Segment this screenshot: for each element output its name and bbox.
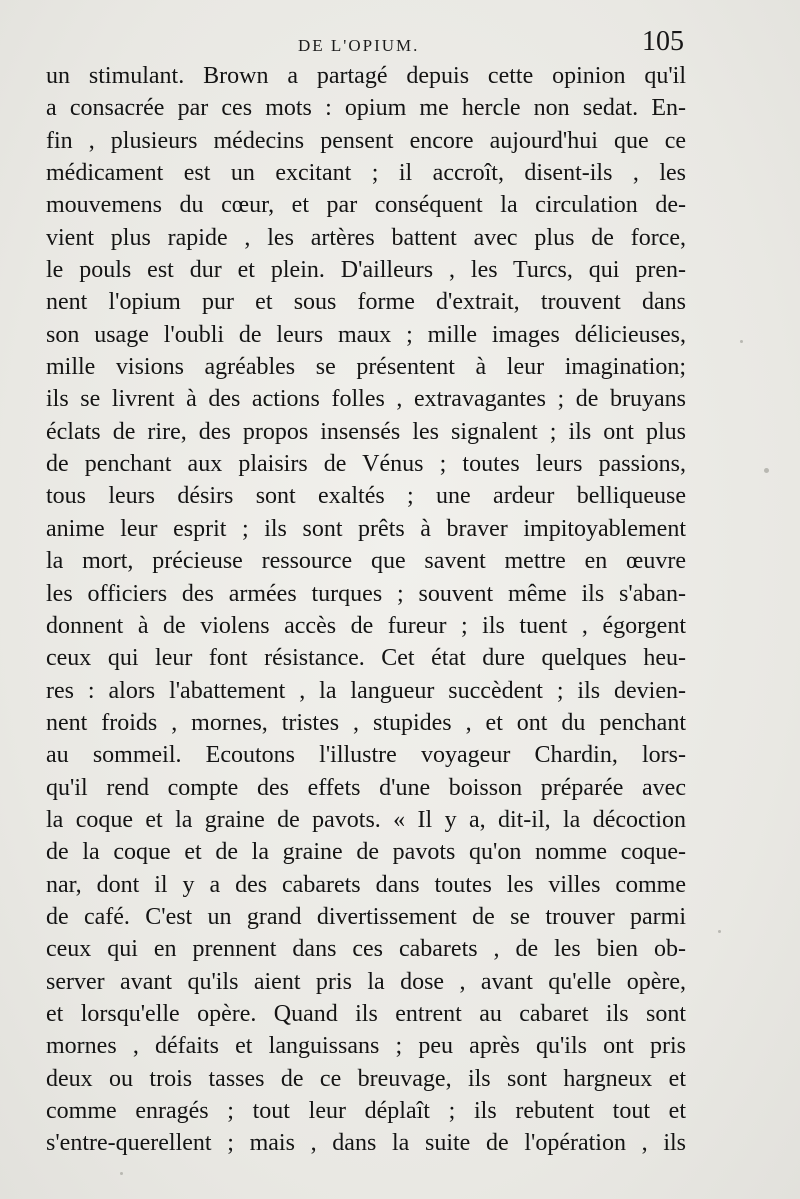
text-line: mille visions agréables se présentent à leur imagination;: [46, 354, 686, 381]
text-line: son usage l'oubli de leurs maux ; mille images délicieuses,: [46, 321, 686, 348]
text-line: la coque et la graine de pavots. « Il y a, dit-il, la décoction: [46, 806, 686, 833]
text-line: mornes , défaits et languissans ; peu après qu'ils ont pris: [46, 1033, 686, 1060]
page-number: 105: [642, 26, 684, 57]
text-line: de penchant aux plaisirs de Vénus ; toutes leurs passions,: [46, 451, 686, 478]
text-line: res : alors l'abattement , la langueur succèdent ; ils devien-: [46, 677, 686, 704]
text-line: un stimulant. Brown a partagé depuis cette opinion qu'il: [46, 63, 686, 89]
paper-speck: [718, 930, 721, 933]
paper-speck: [740, 340, 743, 343]
paper-speck: [120, 1172, 123, 1175]
text-line: éclats de rire, des propos insensés les signalent ; ils ont plus: [46, 418, 686, 445]
text-line: donnent à de violens accès de fureur ; ils tuent , égorgent: [46, 612, 686, 639]
text-line: au sommeil. Ecoutons l'illustre voyageur Chardin, lors-: [46, 742, 686, 769]
text-line: de la coque et de la graine de pavots qu'on nomme coque-: [46, 839, 686, 866]
text-line: nent froids , mornes, tristes , stupides , et ont du penchant: [46, 709, 686, 736]
text-line: comme enragés ; tout leur déplaît ; ils rebutent tout et: [46, 1098, 686, 1124]
text-line: fin , plusieurs médecins pensent encore aujourd'hui que ce: [46, 127, 686, 154]
text-line: qu'il rend compte des effets d'une boisson préparée avec: [46, 774, 686, 801]
text-line: mouvemens du cœur, et par conséquent la circulation de-: [46, 192, 686, 219]
text-line: anime leur esprit ; ils sont prêts à braver impitoyablement: [46, 515, 686, 542]
text-line: la mort, précieuse ressource que savent mettre en œuvre: [46, 548, 686, 575]
text-line: s'entre-querellent ; mais , dans la suite de l'opération , ils: [46, 1130, 686, 1157]
text-line: et lorsqu'elle opère. Quand ils entrent au cabaret ils sont: [46, 1000, 686, 1027]
running-title: DE L'OPIUM.: [298, 36, 420, 55]
text-line: nar, dont il y a des cabarets dans toutes les villes comme: [46, 871, 686, 898]
text-line: tous leurs désirs sont exaltés ; une ardeur belliqueuse: [46, 483, 686, 510]
text-line: ils se livrent à des actions folles , extravagantes ; de bruyans: [46, 386, 686, 413]
paper-speck: [764, 468, 769, 473]
text-line: ceux qui leur font résistance. Cet état dure quelques heu-: [46, 645, 686, 672]
text-line: le pouls est dur et plein. D'ailleurs , les Turcs, qui pren-: [46, 257, 686, 284]
text-line: deux ou trois tasses de ce breuvage, ils sont hargneux et: [46, 1065, 686, 1092]
text-line: vient plus rapide , les artères battent avec plus de force,: [46, 224, 686, 251]
text-line: de café. C'est un grand divertissement de se trouver parmi: [46, 903, 686, 930]
text-line: les officiers des armées turques ; souvent même ils s'aban-: [46, 580, 686, 607]
text-line: server avant qu'ils aient pris la dose , avant qu'elle opère,: [46, 968, 686, 995]
text-line: ceux qui en prennent dans ces cabarets , de les bien ob-: [46, 936, 686, 963]
text-line: médicament est un excitant ; il accroît, disent-ils , les: [46, 160, 686, 187]
text-line: a consacrée par ces mots : opium me hercle non sedat. En-: [46, 95, 686, 122]
text-line: nent l'opium pur et sous forme d'extrait, trouvent dans: [46, 289, 686, 316]
body-text: [46, 60, 686, 1160]
